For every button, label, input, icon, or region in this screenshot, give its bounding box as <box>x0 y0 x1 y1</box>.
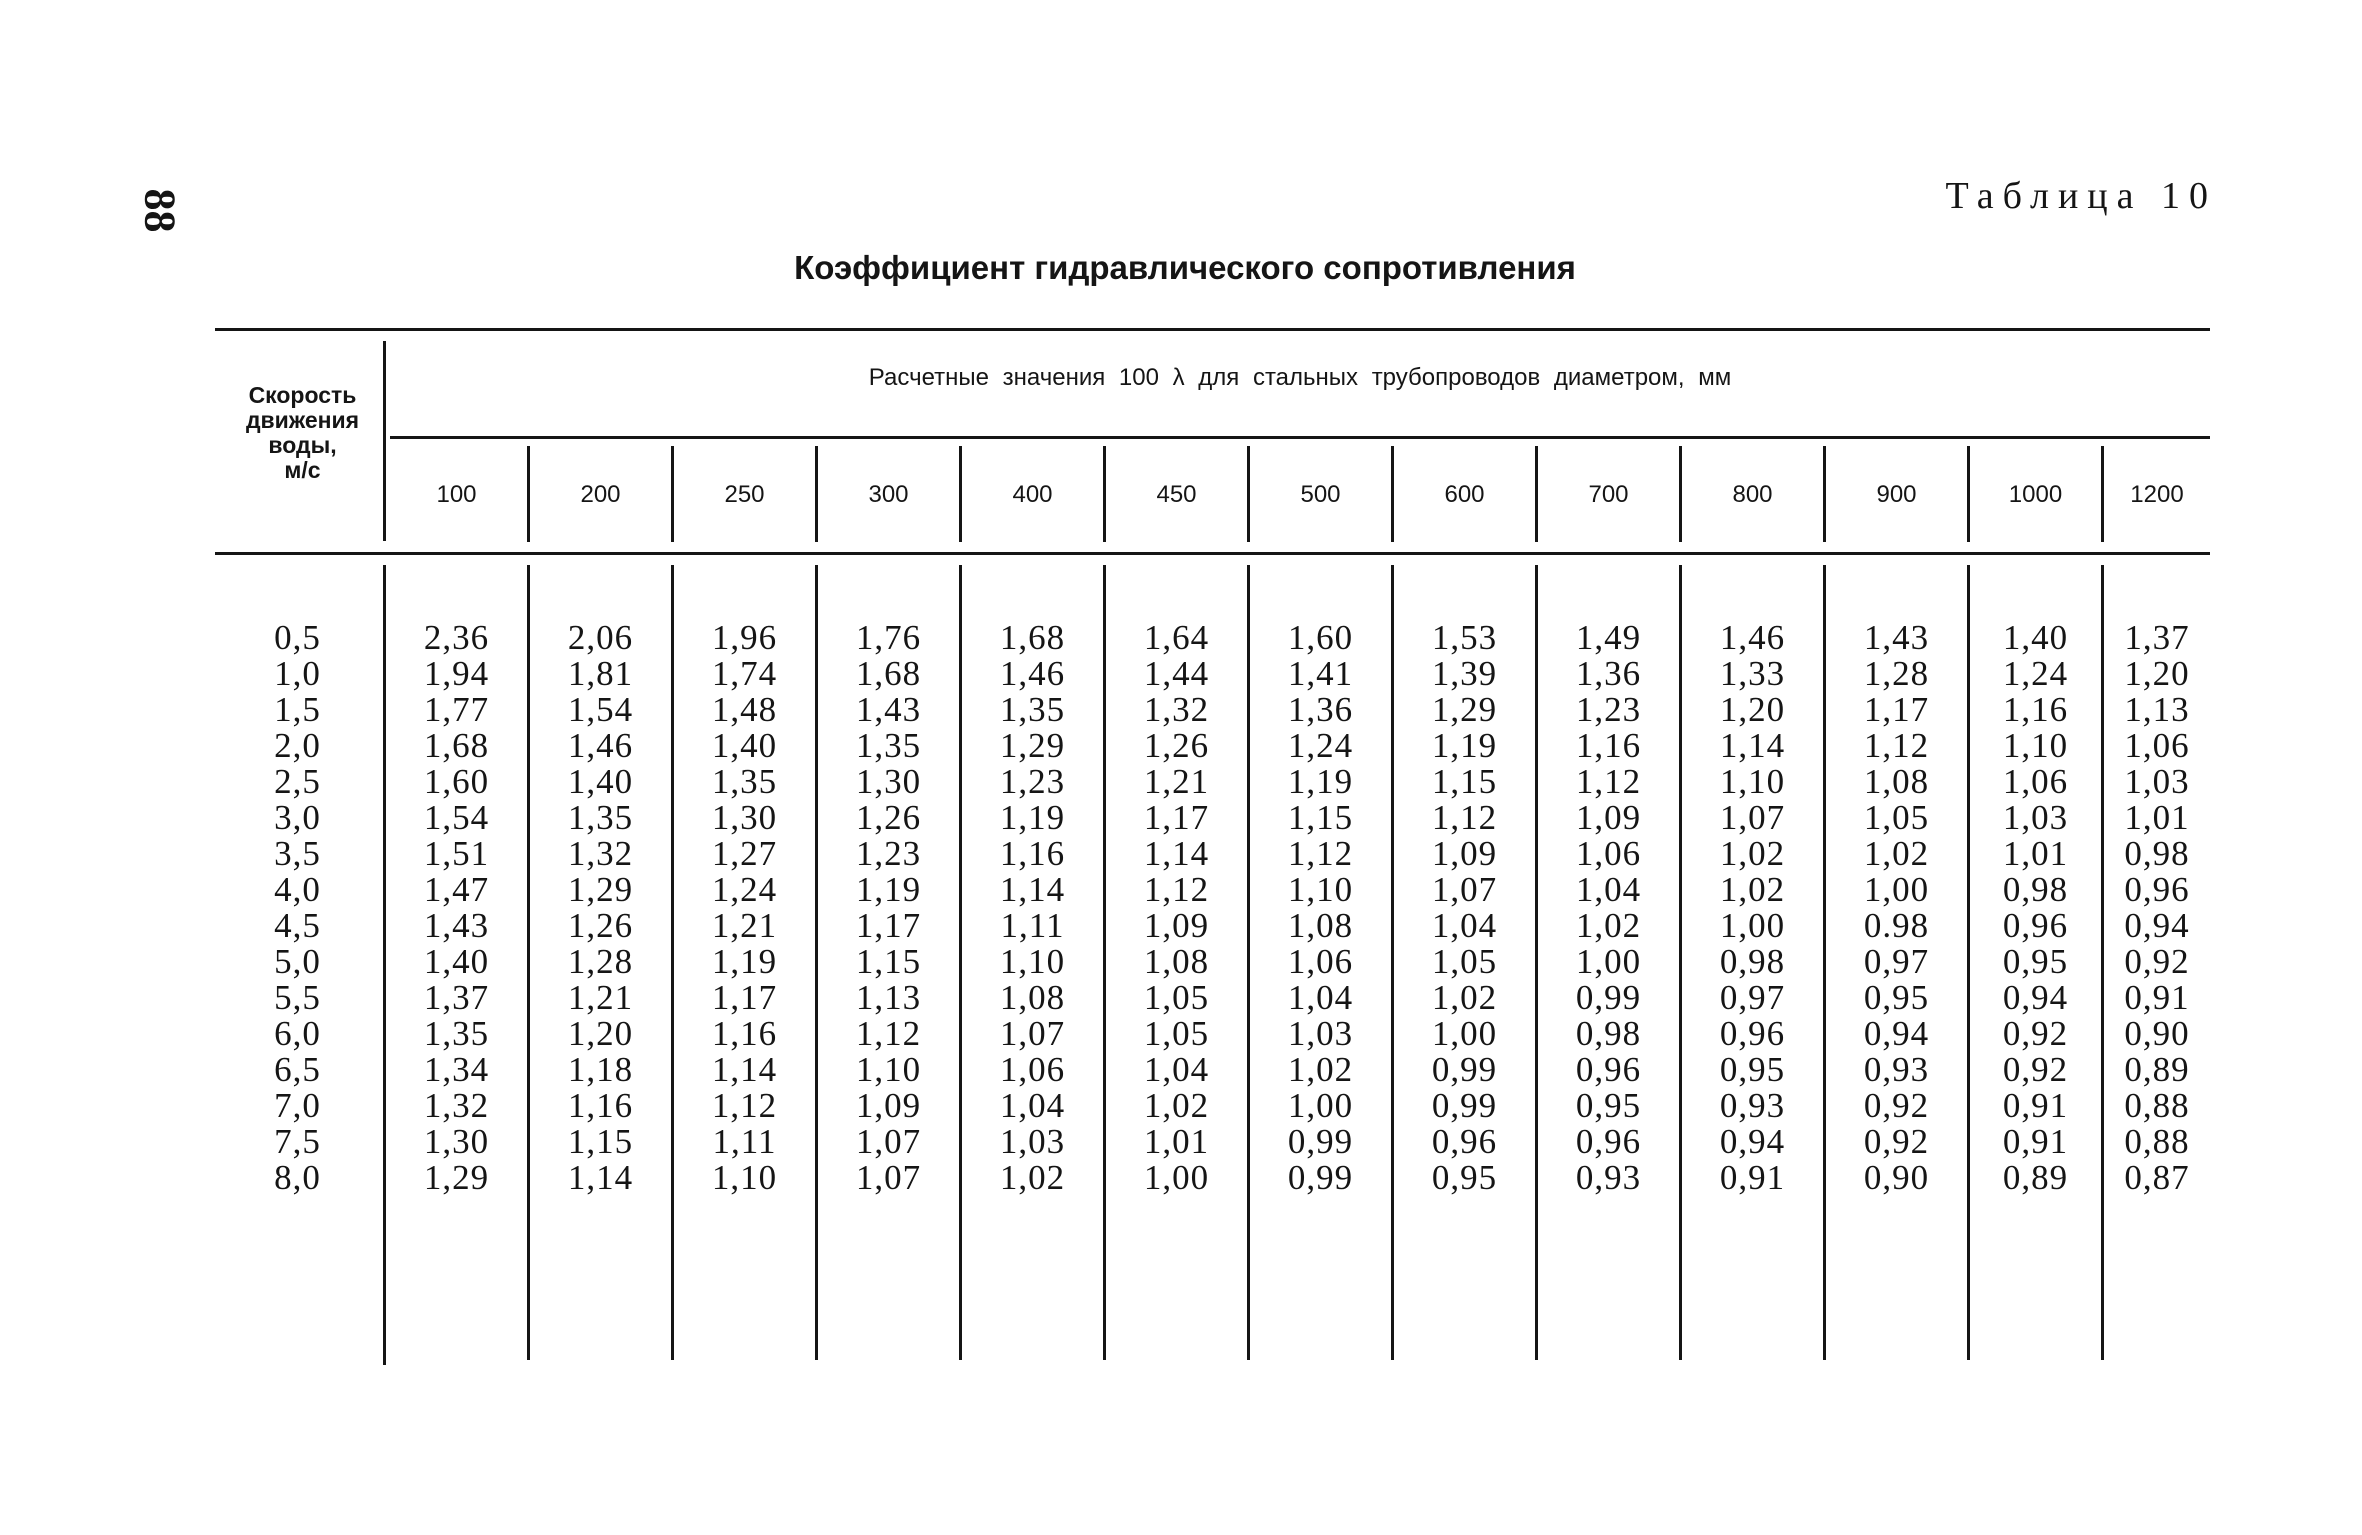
velocity-cell: 8,0 <box>274 1158 321 1197</box>
value-cell: 1,02 <box>1575 906 1642 945</box>
value-cell: 1,06 <box>1287 942 1354 981</box>
velocity-cell: 2,0 <box>274 726 321 765</box>
value-cell: 1,14 <box>999 870 1066 909</box>
value-cell: 1,10 <box>1719 762 1786 801</box>
value-cell: 0,96 <box>1719 1014 1786 1053</box>
value-cell: 1,26 <box>1143 726 1210 765</box>
value-cell: 1,20 <box>567 1014 634 1053</box>
diameter-header-250: 250 <box>724 481 765 508</box>
value-cell: 0,95 <box>1863 978 1930 1017</box>
value-cell: 1,34 <box>423 1050 490 1089</box>
value-cell: 1,09 <box>1143 906 1210 945</box>
value-cell: 1,17 <box>1143 798 1210 837</box>
value-cell: 1,12 <box>855 1014 922 1053</box>
value-column-900 <box>1826 620 1967 1196</box>
value-cell: 1,94 <box>423 654 490 693</box>
value-cell: 0,90 <box>1863 1158 1930 1197</box>
value-cell: 1,60 <box>1287 618 1354 657</box>
value-cell: 0,93 <box>1575 1158 1642 1197</box>
value-cell: 1,08 <box>1863 762 1930 801</box>
value-column-450 <box>1106 620 1247 1196</box>
value-cell: 1,23 <box>999 762 1066 801</box>
value-cell: 0,98 <box>1575 1014 1642 1053</box>
value-cell: 1,35 <box>999 690 1066 729</box>
value-cell: 0,87 <box>2124 1158 2190 1197</box>
value-cell: 0,97 <box>1719 978 1786 1017</box>
velocity-cell: 6,0 <box>274 1014 321 1053</box>
value-cell: 1,21 <box>711 906 778 945</box>
value-cell: 1,00 <box>1431 1014 1498 1053</box>
value-cell: 1,15 <box>855 942 922 981</box>
value-cell: 1,11 <box>712 1122 777 1161</box>
value-cell: 1,68 <box>999 618 1066 657</box>
table-label: Таблица 10 <box>1945 175 2217 217</box>
velocity-cell: 1,0 <box>274 654 321 693</box>
value-cell: 1,36 <box>1575 654 1642 693</box>
velocity-header-line: м/с <box>284 457 321 483</box>
value-cell: 1,49 <box>1575 618 1642 657</box>
value-cell: 0,90 <box>2124 1014 2190 1053</box>
value-cell: 1,06 <box>2002 762 2069 801</box>
value-cell: 1,04 <box>1575 870 1642 909</box>
diameter-header-900: 900 <box>1876 481 1917 508</box>
value-cell: 0,98 <box>2124 834 2190 873</box>
value-cell: 1,17 <box>855 906 922 945</box>
value-cell: 0,96 <box>1431 1122 1498 1161</box>
velocity-column <box>215 620 380 1196</box>
diameter-header-100: 100 <box>436 481 477 508</box>
value-cell: 0,94 <box>1719 1122 1786 1161</box>
value-cell: 1,20 <box>1719 690 1786 729</box>
value-cell: 0,94 <box>1863 1014 1930 1053</box>
diameter-header-600: 600 <box>1444 481 1485 508</box>
velocity-cell: 5,5 <box>274 978 321 1017</box>
velocity-cell: 5,0 <box>274 942 321 981</box>
value-cell: 0,98 <box>2002 870 2069 909</box>
value-cell: 0,96 <box>2124 870 2190 909</box>
value-cell: 1,16 <box>711 1014 778 1053</box>
velocity-cell: 4,0 <box>274 870 321 909</box>
value-cell: 0,92 <box>1863 1086 1930 1125</box>
value-cell: 0,93 <box>1719 1086 1786 1125</box>
value-cell: 1,05 <box>1863 798 1930 837</box>
value-cell: 1,02 <box>999 1158 1066 1197</box>
value-cell: 1,01 <box>2124 798 2190 837</box>
value-cell: 1,10 <box>2002 726 2069 765</box>
value-cell: 0,94 <box>2124 906 2190 945</box>
value-cell: 0,99 <box>1431 1086 1498 1125</box>
diameter-header-800: 800 <box>1732 481 1773 508</box>
value-cell: 1,60 <box>423 762 490 801</box>
value-cell: 1,41 <box>1287 654 1354 693</box>
value-cell: 1,09 <box>1431 834 1498 873</box>
velocity-header-line: Скорость <box>248 382 357 408</box>
value-cell: 1,77 <box>423 690 490 729</box>
value-cell: 1,68 <box>423 726 490 765</box>
value-cell: 0,91 <box>2002 1086 2069 1125</box>
value-cell: 1,40 <box>567 762 634 801</box>
value-cell: 1,05 <box>1431 942 1498 981</box>
value-cell: 1,35 <box>711 762 778 801</box>
velocity-cell: 7,0 <box>274 1086 321 1125</box>
value-cell: 1,07 <box>999 1014 1066 1053</box>
velocity-cell: 6,5 <box>274 1050 321 1089</box>
value-cell: 1,53 <box>1431 618 1498 657</box>
value-cell: 0,92 <box>1863 1122 1930 1161</box>
value-cell: 1,16 <box>1575 726 1642 765</box>
value-cell: 1,40 <box>423 942 490 981</box>
value-cell: 1,29 <box>567 870 634 909</box>
value-cell: 1,40 <box>711 726 778 765</box>
velocity-cell: 7,5 <box>274 1122 321 1161</box>
value-cell: 1,12 <box>711 1086 778 1125</box>
value-cell: 1,32 <box>1143 690 1210 729</box>
value-cell: 1,06 <box>1575 834 1642 873</box>
velocity-cell: 4,5 <box>274 906 321 945</box>
diameter-header-450: 450 <box>1156 481 1197 508</box>
value-cell: 1,35 <box>423 1014 490 1053</box>
value-cell: 0,91 <box>2002 1122 2069 1161</box>
value-cell: 1,14 <box>1143 834 1210 873</box>
value-cell: 1,76 <box>855 618 922 657</box>
value-cell: 1,54 <box>567 690 634 729</box>
value-column-250 <box>674 620 815 1196</box>
header-bottom-rule <box>215 552 2210 555</box>
value-column-300 <box>818 620 959 1196</box>
value-cell: 1,15 <box>567 1122 634 1161</box>
value-column-700 <box>1538 620 1679 1196</box>
value-cell: 1,16 <box>2002 690 2069 729</box>
value-cell: 1,04 <box>1287 978 1354 1017</box>
value-cell: 1,28 <box>1863 654 1930 693</box>
value-cell: 1,14 <box>711 1050 778 1089</box>
value-cell: 1,04 <box>999 1086 1066 1125</box>
value-column-1000 <box>1970 620 2101 1196</box>
value-cell: 1,68 <box>855 654 922 693</box>
value-cell: 1,30 <box>711 798 778 837</box>
value-cell: 1,06 <box>999 1050 1066 1089</box>
value-cell: 1,00 <box>1143 1158 1210 1197</box>
value-column-800 <box>1682 620 1823 1196</box>
value-cell: 1,43 <box>855 690 922 729</box>
value-cell: 1,07 <box>1431 870 1498 909</box>
value-cell: 1,35 <box>567 798 634 837</box>
value-cell: 1,27 <box>711 834 778 873</box>
value-cell: 1,00 <box>1575 942 1642 981</box>
value-cell: 1,09 <box>855 1086 922 1125</box>
value-cell: 1,04 <box>1431 906 1498 945</box>
value-cell: 1,12 <box>1287 834 1354 873</box>
value-cell: 1,96 <box>711 618 778 657</box>
value-cell: 1,37 <box>423 978 490 1017</box>
velocity-cell: 3,5 <box>274 834 321 873</box>
value-cell: 1,30 <box>423 1122 490 1161</box>
value-cell: 0,93 <box>1863 1050 1930 1089</box>
value-cell: 1,21 <box>567 978 634 1017</box>
value-cell: 1,47 <box>423 870 490 909</box>
value-cell: 0,97 <box>1863 942 1930 981</box>
value-cell: 0,88 <box>2124 1122 2190 1161</box>
value-column-500 <box>1250 620 1391 1196</box>
value-cell: 1,32 <box>567 834 634 873</box>
value-cell: 1,19 <box>1287 762 1354 801</box>
value-cell: 1,18 <box>567 1050 634 1089</box>
value-cell: 0.98 <box>1863 906 1930 945</box>
value-cell: 1,64 <box>1143 618 1210 657</box>
value-cell: 0,99 <box>1431 1050 1498 1089</box>
value-cell: 1,46 <box>567 726 634 765</box>
value-cell: 1,33 <box>1719 654 1786 693</box>
value-cell: 1,12 <box>1431 798 1498 837</box>
value-cell: 1,00 <box>1863 870 1930 909</box>
value-cell: 0,95 <box>2002 942 2069 981</box>
value-cell: 1,26 <box>855 798 922 837</box>
value-cell: 1,19 <box>999 798 1066 837</box>
value-cell: 1,08 <box>1287 906 1354 945</box>
value-cell: 1,13 <box>855 978 922 1017</box>
value-cell: 1,48 <box>711 690 778 729</box>
value-cell: 1,16 <box>567 1086 634 1125</box>
velocity-header <box>215 383 390 483</box>
value-cell: 0,94 <box>2002 978 2069 1017</box>
value-cell: 0,96 <box>1575 1122 1642 1161</box>
value-cell: 0,96 <box>2002 906 2069 945</box>
value-cell: 1,02 <box>1287 1050 1354 1089</box>
value-cell: 1,04 <box>1143 1050 1210 1089</box>
value-cell: 1,24 <box>1287 726 1354 765</box>
value-cell: 1,01 <box>1143 1122 1210 1161</box>
value-cell: 1,08 <box>1143 942 1210 981</box>
value-cell: 1,05 <box>1143 978 1210 1017</box>
value-cell: 1,12 <box>1575 762 1642 801</box>
velocity-header-line: воды, <box>268 432 337 458</box>
value-cell: 1,10 <box>1287 870 1354 909</box>
value-cell: 1,00 <box>1719 906 1786 945</box>
value-cell: 1,02 <box>1431 978 1498 1017</box>
value-cell: 1,03 <box>999 1122 1066 1161</box>
value-column-100 <box>386 620 527 1196</box>
value-column-400 <box>962 620 1103 1196</box>
value-cell: 1,24 <box>711 870 778 909</box>
value-cell: 1,11 <box>1000 906 1065 945</box>
velocity-cell: 0,5 <box>274 618 321 657</box>
value-cell: 1,23 <box>1575 690 1642 729</box>
value-cell: 1,10 <box>711 1158 778 1197</box>
value-cell: 1,26 <box>567 906 634 945</box>
value-cell: 1,02 <box>1863 834 1930 873</box>
value-cell: 0,89 <box>2124 1050 2190 1089</box>
value-cell: 0,99 <box>1287 1158 1354 1197</box>
value-cell: 1,13 <box>2124 690 2190 729</box>
value-cell: 0,91 <box>2124 978 2190 1017</box>
value-cell: 0,89 <box>2002 1158 2069 1197</box>
value-column-1200 <box>2104 620 2210 1196</box>
value-cell: 0,92 <box>2002 1014 2069 1053</box>
value-cell: 0,99 <box>1287 1122 1354 1161</box>
top-rule <box>215 328 2210 331</box>
diameter-header-300: 300 <box>868 481 909 508</box>
value-cell: 1,10 <box>999 942 1066 981</box>
diameter-header-200: 200 <box>580 481 621 508</box>
value-cell: 1,02 <box>1719 870 1786 909</box>
value-column-200 <box>530 620 671 1196</box>
value-cell: 1,40 <box>2002 618 2069 657</box>
value-cell: 1,74 <box>711 654 778 693</box>
table-title: Коэффициент гидравлического сопротивления <box>794 249 1576 286</box>
value-cell: 1,19 <box>855 870 922 909</box>
diameter-header-1000: 1000 <box>2008 481 2063 508</box>
value-cell: 1,12 <box>1143 870 1210 909</box>
value-cell: 1,09 <box>1575 798 1642 837</box>
value-cell: 1,20 <box>2124 654 2190 693</box>
value-cell: 1,51 <box>423 834 490 873</box>
velocity-header-line: движения <box>245 407 360 433</box>
value-cell: 1,29 <box>999 726 1066 765</box>
value-column-600 <box>1394 620 1535 1196</box>
value-cell: 1,17 <box>711 978 778 1017</box>
diameter-header-700: 700 <box>1588 481 1629 508</box>
value-cell: 1,08 <box>999 978 1066 1017</box>
value-cell: 1,17 <box>1863 690 1930 729</box>
value-cell: 1,54 <box>423 798 490 837</box>
value-cell: 1,35 <box>855 726 922 765</box>
value-cell: 1,21 <box>1143 762 1210 801</box>
value-cell: 2,36 <box>423 618 490 657</box>
value-cell: 1,43 <box>1863 618 1930 657</box>
value-cell: 1,03 <box>2002 798 2069 837</box>
value-cell: 1,03 <box>1287 1014 1354 1053</box>
value-cell: 1,15 <box>1287 798 1354 837</box>
value-cell: 0,88 <box>2124 1086 2190 1125</box>
value-cell: 1,24 <box>2002 654 2069 693</box>
value-cell: 0,92 <box>2002 1050 2069 1089</box>
value-cell: 1,28 <box>567 942 634 981</box>
stub-column-rule <box>383 341 386 541</box>
value-cell: 0,91 <box>1719 1158 1786 1197</box>
value-cell: 1,14 <box>1719 726 1786 765</box>
value-cell: 1,37 <box>2124 618 2190 657</box>
header-divider-rule <box>390 436 2210 439</box>
value-cell: 1,00 <box>1287 1086 1354 1125</box>
value-cell: 1,03 <box>2124 762 2190 801</box>
diameter-group-header: Расчетные значения 100 λ для стальных трубопроводов диаметром, мм <box>868 364 1732 391</box>
value-cell: 0,98 <box>1719 942 1786 981</box>
value-cell: 1,02 <box>1143 1086 1210 1125</box>
value-cell: 1,12 <box>1863 726 1930 765</box>
value-cell: 1,19 <box>1431 726 1498 765</box>
value-cell: 1,43 <box>423 906 490 945</box>
value-cell: 1,39 <box>1431 654 1498 693</box>
value-cell: 1,36 <box>1287 690 1354 729</box>
value-cell: 0,99 <box>1575 978 1642 1017</box>
value-cell: 1,29 <box>1431 690 1498 729</box>
value-cell: 1,05 <box>1143 1014 1210 1053</box>
value-cell: 1,81 <box>567 654 634 693</box>
value-cell: 0,96 <box>1575 1050 1642 1089</box>
value-cell: 0,95 <box>1719 1050 1786 1089</box>
value-cell: 1,15 <box>1431 762 1498 801</box>
value-cell: 1,46 <box>999 654 1066 693</box>
value-cell: 1,23 <box>855 834 922 873</box>
value-cell: 0,95 <box>1431 1158 1498 1197</box>
value-cell: 1,07 <box>855 1122 922 1161</box>
value-cell: 1,32 <box>423 1086 490 1125</box>
value-cell: 1,07 <box>855 1158 922 1197</box>
velocity-cell: 3,0 <box>274 798 321 837</box>
value-cell: 1,01 <box>2002 834 2069 873</box>
value-cell: 1,07 <box>1719 798 1786 837</box>
value-cell: 1,16 <box>999 834 1066 873</box>
value-cell: 0,92 <box>2124 942 2190 981</box>
value-cell: 1,29 <box>423 1158 490 1197</box>
value-cell: 1,02 <box>1719 834 1786 873</box>
value-cell: 1,19 <box>711 942 778 981</box>
value-cell: 1,14 <box>567 1158 634 1197</box>
diameter-header-400: 400 <box>1012 481 1053 508</box>
value-cell: 1,46 <box>1719 618 1786 657</box>
velocity-cell: 1,5 <box>274 690 321 729</box>
value-cell: 1,10 <box>855 1050 922 1089</box>
value-cell: 1,30 <box>855 762 922 801</box>
value-cell: 1,44 <box>1143 654 1210 693</box>
diameter-header-500: 500 <box>1300 481 1341 508</box>
diameter-header-1200: 1200 <box>2130 481 2184 508</box>
page-number: 88 <box>135 188 185 233</box>
velocity-cell: 2,5 <box>274 762 321 801</box>
value-cell: 0,95 <box>1575 1086 1642 1125</box>
value-cell: 2,06 <box>567 618 634 657</box>
value-cell: 1,06 <box>2124 726 2190 765</box>
